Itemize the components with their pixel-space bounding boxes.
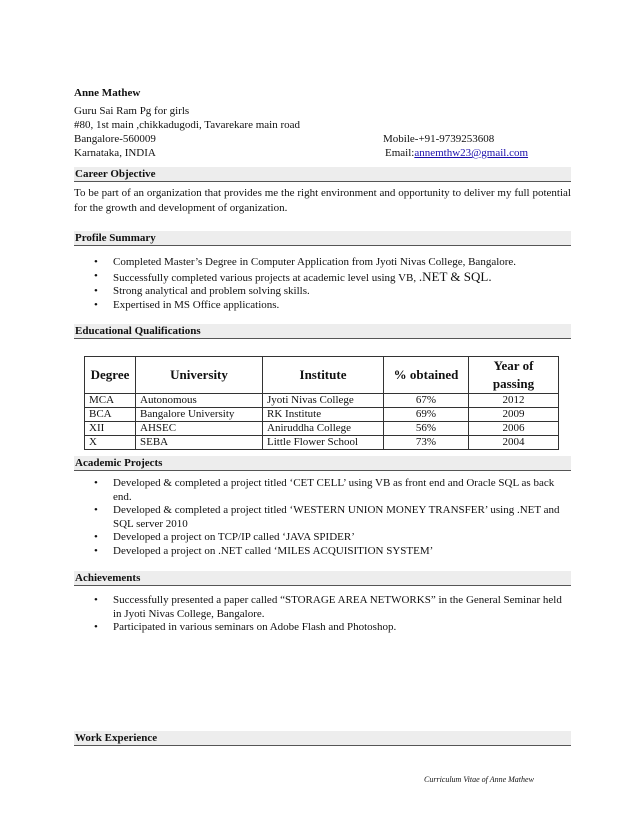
table-cell: Bangalore University xyxy=(136,408,263,422)
column-header: Degree xyxy=(85,357,136,394)
table-row xyxy=(85,394,559,408)
academic-projects-list xyxy=(94,477,564,558)
profile-summary-heading: Profile Summary xyxy=(74,231,571,246)
mobile-number: Mobile-+91-9739253608 xyxy=(383,133,495,145)
table-cell: 2012 xyxy=(469,394,559,408)
table-cell: MCA xyxy=(85,394,136,408)
page-footer: Curriculum Vitae of Anne Mathew xyxy=(424,775,534,784)
email-label: Email: xyxy=(385,147,415,159)
table-cell: SEBA xyxy=(136,436,263,450)
email-link[interactable]: annemthw23@gmail.com xyxy=(414,147,529,159)
table-cell: 2009 xyxy=(469,408,559,422)
list-item: • Developed & completed a project titled ‘WESTERN UNION MONEY TRANSFER’ using .NET and SQL server 2010 xyxy=(94,504,564,531)
candidate-name: Anne Mathew xyxy=(74,87,141,99)
table-cell: 69% xyxy=(384,408,469,422)
table-header-row xyxy=(85,357,559,394)
table-cell: Aniruddha College xyxy=(263,422,384,436)
table-cell: RK Institute xyxy=(263,408,384,422)
list-item: • Developed & completed a project titled ‘CET CELL’ using VB as front end and Oracle SQL as back end. xyxy=(94,477,564,504)
table-cell: 2004 xyxy=(469,436,559,450)
address-line-3: Bangalore-560009 xyxy=(74,133,156,145)
profile-summary-list xyxy=(94,256,564,312)
table-cell: XII xyxy=(85,422,136,436)
address-line-2: #80, 1st main ,chikkadugodi, Tavarekare main road xyxy=(74,119,300,131)
table-cell: 73% xyxy=(384,436,469,450)
list-item: • Successfully presented a paper called “STORAGE AREA NETWORKS” in the General Seminar held in Jyoti Nivas College, Bangalore. xyxy=(94,594,564,621)
achievements-list xyxy=(94,594,564,635)
table-cell: Autonomous xyxy=(136,394,263,408)
career-objective-text: To be part of an organization that provides me the right environment and opportunity to deliver my full potential for the growth and development of organization. xyxy=(74,187,571,214)
work-experience-heading: Work Experience xyxy=(74,731,571,746)
education-heading: Educational Qualifications xyxy=(74,324,571,339)
academic-projects-heading: Academic Projects xyxy=(74,456,571,471)
table-cell: 56% xyxy=(384,422,469,436)
address-line-1: Guru Sai Ram Pg for girls xyxy=(74,105,190,117)
list-item: • Strong analytical and problem solving skills. xyxy=(94,285,564,299)
table-row xyxy=(85,422,559,436)
list-item: • Expertised in MS Office applications. xyxy=(94,299,564,313)
list-item-text: Successfully completed various projects at academic level using VB, xyxy=(113,271,417,284)
list-item xyxy=(94,270,564,286)
table-cell: 2006 xyxy=(469,422,559,436)
achievements-heading: Achievements xyxy=(74,571,571,586)
table-row xyxy=(85,436,559,450)
column-header: Year of passing xyxy=(469,357,559,394)
table-cell: BCA xyxy=(85,408,136,422)
column-header: Institute xyxy=(263,357,384,394)
table-row xyxy=(85,408,559,422)
column-header: University xyxy=(136,357,263,394)
list-item: • Developed a project on TCP/IP called ‘JAVA SPIDER’ xyxy=(94,531,564,545)
list-item: • Developed a project on .NET called ‘MILES ACQUISITION SYSTEM’ xyxy=(94,545,564,559)
education-table xyxy=(84,356,559,450)
table-cell: X xyxy=(85,436,136,450)
address-line-4: Karnataka, INDIA xyxy=(74,147,156,159)
list-item: • Participated in various seminars on Adobe Flash and Photoshop. xyxy=(94,621,564,635)
email-row xyxy=(385,146,528,160)
table-cell: Jyoti Nivas College xyxy=(263,394,384,408)
table-cell: AHSEC xyxy=(136,422,263,436)
list-item-emphasis: .NET & SQL. xyxy=(418,268,492,284)
table-cell: Little Flower School xyxy=(263,436,384,450)
column-header: % obtained xyxy=(384,357,469,394)
career-objective-heading: Career Objective xyxy=(74,167,571,182)
table-cell: 67% xyxy=(384,394,469,408)
list-item: • Completed Master’s Degree in Computer Application from Jyoti Nivas College, Bangalore. xyxy=(94,256,564,270)
